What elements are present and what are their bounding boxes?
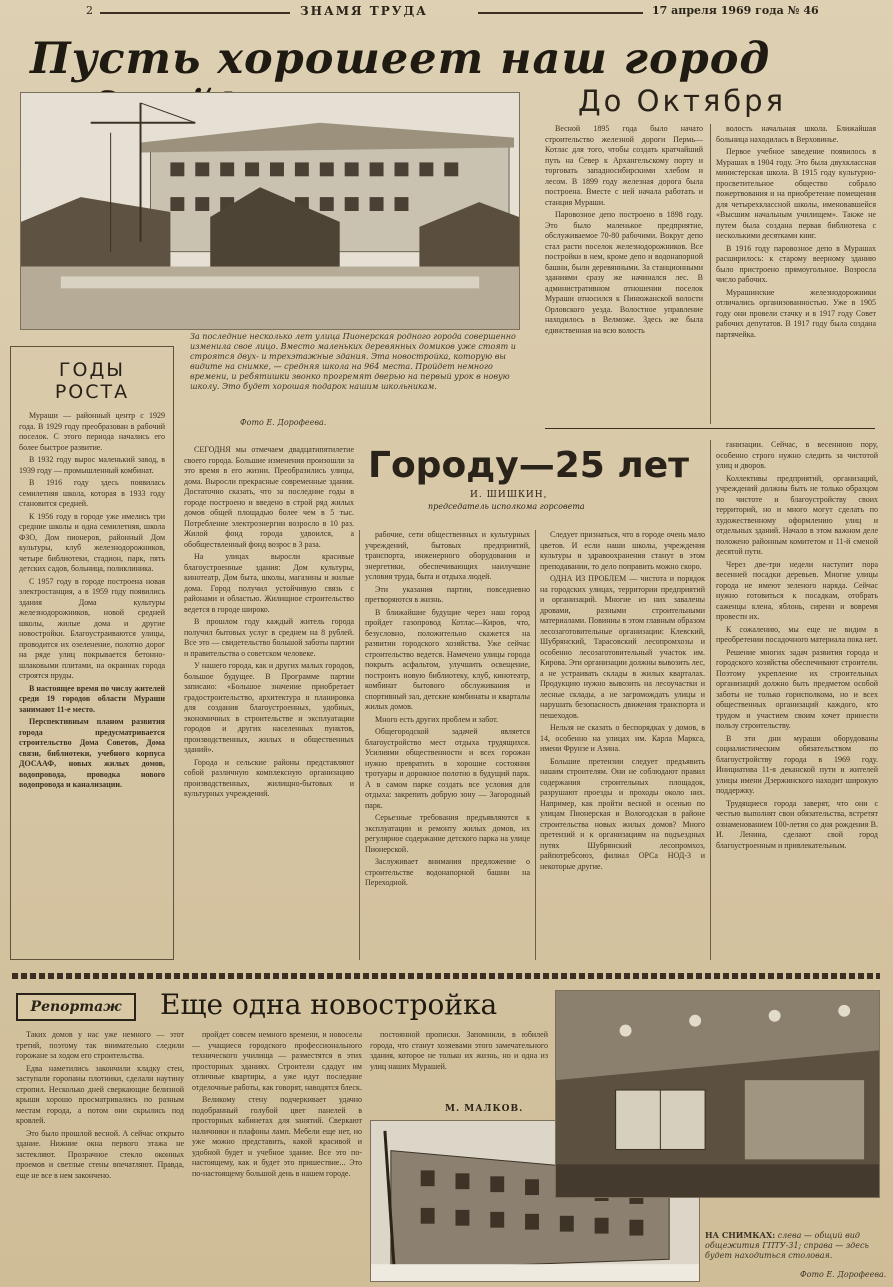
canteen-image [556, 991, 879, 1197]
october-col1-p2: Паровозное депо построено в 1898 году. Это было маленькое предприятие, обслуживаемое 70-80 рабочими. Вокруг депо стал расти поселок железнодорожников. Все постройки в нем, кроме депо и водонапорной башни, были деревянными. За станционными зданиями сразу же начинался лес. В административном отношении поселок Мураши относился к Пинюжанской волости Орловского уезда. Волостное управление находилось в Велможе. Здесь же была единственная на всю волость [545, 210, 703, 335]
anniversary-author-title: председатель исполкома горсовета [428, 502, 585, 511]
anniv-col2-p2: Эти указания партии, повседневно претворяются в жизнь. [365, 584, 530, 604]
years-p3: В 1916 году здесь появилась семилетняя школа, которая в 1933 году становится средней. [19, 478, 165, 508]
anniv-col4-p1: ганизации. Сейчас, в весеннюю пору, особенно строго нужно следить за чистотой улиц и дворов. [716, 440, 878, 470]
anniv-col2-p4: Много есть других проблем и забот. [375, 714, 499, 724]
years-p5: С 1957 году в городе построена новая электростанция, а в 1959 году появились здания Дома культуры железнодорожников, новой средней школы, жилые дома и другие новостройки. Благоустраиваются улицы, проводится их озеленение, полотно дорог на ряде улиц покрывается бетонно-шлаковыми плитами, на окраинах города строятся пруды. [19, 576, 165, 680]
page-number: 2 [86, 4, 93, 17]
anniv-col4-p6: В эти дни мураши оборудованы социалистическим обязательством по благоустройству города в 1969 году. Инициатива 11-я деканской пути и жителей улицы имени Дзержинского находит широкую поддержку. [716, 733, 878, 795]
report-caption-label: НА СНИМКАХ: [705, 1230, 776, 1240]
years-p6: В настоящее время по числу жителей среди 19 городов области Мураши занимают 11-е место. [19, 683, 165, 714]
anniversary-column-4 [716, 440, 878, 960]
october-col2-p1: волость начальная школа. Ближайшая больница находилась в Верховинье. [716, 124, 876, 144]
october-section-title: До Октября [578, 84, 787, 118]
photo1-caption: За последние несколько лет улица Пионерская родного города совершенно изменила свое лицо. Вместо маленьких деревянных домиков уже стоят и строятся двух- и трехэтажные здания. Эта новостройка, которую вы видите на снимке, — средняя школа на 964 места. Пройдет немного времени, и ребятишки звонко прогремят дверью на первый урок в новую школу. Это будет хорошая подарок нашим школьникам. [190, 332, 516, 391]
anniv-col4-p7: Трудящиеся города заверят, что они с честью выполнят свои обязательства, встретят ознаменованием 100-летия со дня рождения В. И. Ленина, сделают свой город благоустроенным и привлекательным. [716, 798, 878, 850]
photo1-credit: Фото Е. Дорофеева. [240, 418, 327, 427]
years-p2: В 1932 году вырос маленький завод, в 1939 году — промышленный комбинат. [19, 455, 165, 475]
newspaper-name: ЗНАМЯ ТРУДА [300, 4, 428, 18]
anniv-col3-p4: Большие претензии следует предъявить нашим строителям. Они не соблюдают правил содержания строительных площадок, разрушают проезды и проходы около них. Например, как пройти весной и осенью по улицам Пионерская и Вологодская в районе строительства новых жилых домов? Много претензий и к организациям на подъездных путях Шубрянский лесопромхоз, райпотребсоюз, филиал ОРСа НОД-3 и некоторые другие. [540, 756, 705, 871]
years-p4: К 1956 году в городе уже имелись три средние школы и одна семилетняя, школа ФЗО, Дом пионеров, районный Дом культуры, клуб железнодорожников, четыре библиотеки, стадион, парк, пять детских садов, больница, поликлиника. [19, 511, 165, 573]
report-photo-credit: Фото Е. Дорофеева. [800, 1270, 887, 1279]
years-p1: Мураши — районный центр с 1929 года. В 1929 году преобразован в рабочий поселок. С этого периода начались его более быстрое развитие. [19, 411, 165, 452]
years-title-line2: РОСТА [54, 381, 130, 403]
report-col1-p2: Едва наметились закончили кладку стен, заступали горопаны плотники, сделали наутину стропил. Несколько дней сверкающие белизной крыши хорошо просматривались по разным местам города, а потом они скрылись под кровлей. [16, 1063, 184, 1125]
october-column-2 [716, 124, 876, 424]
anniv-col3-p1: Следует признаться, что в городе очень мало цветов. И если наши школы, учреждения культуры и здравоохранения станут в этом преподавании, то дело поправить можно скоро. [540, 530, 705, 571]
anniv-col1-p1: СЕГОДНЯ мы отмечаем двадцатипятилетие своего города. Большие изменения произошли за это время в его жизни. Преобразились улицы, дома. Выросли прекрасные современные здания. Достаточно сказать, что за последние годы в городе построено и введено в строй ряд жилых домов общей площадью более чем в 5 тыс. Потребление электроэнергии возросло в 10 раз. Жилой фонд города удвоился, а обобществленный фонд возрос в 3 раза. [184, 445, 354, 549]
anniv-col1-p5: Города и сельские районы представляют собой различную комплексную организацию производственных, жилищно-бытовых и культурных учреждений. [184, 757, 354, 798]
anniv-col4-p5: Решение многих задач развития города и городского хозяйства обеспечивают строители. Поэтому укрепление их строительных организаций должно быть предметом особой заботы не только горисполкома, но и всех общественных организаций каждого, кто трудом и участием своим хочет принести пользу строительству. [716, 647, 878, 730]
anniv-divider-2 [535, 530, 536, 960]
canteen-photo [555, 990, 880, 1198]
years-box [10, 346, 174, 960]
anniv-col1-p4: У нашего города, как и других малых городов, большое будущее. В Программе партии записано: «Большое значение приобретает градостроительство, архитектура и планировка для создания благоустроенных, удобных, экономичных в строительстве и эксплуатации городов и других населенных пунктов, производственных, жилых и общественных зданий». [184, 661, 354, 754]
years-p7: Перспективным планом развития города предусматривается строительство Дома Советов, Дома связи, библиотеки, учебного корпуса ДОСААФ, новых жилых домов, водопровода, проводка нового водопровода и канализации. [19, 717, 165, 789]
masthead-rule-right [478, 12, 643, 14]
anniv-col4-p4: К сожалению, мы еще не видим в преобретении посадочного материала пока нет. [716, 624, 878, 644]
anniversary-column-1 [184, 445, 354, 960]
anniv-col4-p2: Коллективы предприятий, организаций, учреждений должны быть не только образцом по чистоте и благоустройству своих территорий, но и много могут сделать по художественному оформлению улиц и отдельных зданий. Начало в этом важном деле положено районным комитетом и 11-й сменой десятой пути. [716, 473, 878, 556]
report-col1-p1: Таких домов у нас уже немного — этот третий, поэтому так внимательно следили горожане за ходом его строительства. [16, 1030, 184, 1060]
anniv-col2-p6: Серьезные требования предъявляются к эксплуатации и ремонту жилых домов, их регулярное содержание детского парка на улице Пионерской. [365, 813, 530, 854]
main-headline: Пусть хорошеет наш город [30, 34, 771, 84]
report-column-1 [16, 1030, 184, 1280]
anniv-divider-1 [359, 530, 360, 960]
school-construction-photo [20, 92, 520, 330]
report-signature: М. МАЛКОВ. [445, 1104, 524, 1114]
report-caption-text: слева — общий вид общежития ГПТУ-31; справа — здесь будет находиться столовая. [705, 1231, 869, 1260]
anniv-col4-p3: Через две-три недели наступит пора весенней посадки деревьев. Многие улицы города не имеют зеленого наряда. Сейчас нужно готовиться к посадкам, отобрать саженцы клена, яблонь, сирени и вовремя провести их. [716, 559, 878, 621]
anniversary-author: И. ШИШКИН, [470, 490, 548, 500]
october-column-1 [545, 124, 703, 424]
anniversary-column-2 [365, 530, 530, 960]
anniversary-column-3 [540, 530, 705, 960]
anniv-col2-p3: В ближайшие будущие через наш город пройдет газопровод Котлас—Киров, что, безусловно, положительно скажется на развитии городского хозяйства. Уже сейчас строительство ведется. Намечено улицы города покрыть асфальтом, улучшить освещение, построить новую библиотеку, клуб, кинотеатр, комбинат бытового обслуживания и спортивный зал, детские комбинаты и кварталы жилых домов. [365, 607, 530, 711]
school-construction-image [21, 93, 519, 329]
anniv-col1-p3: В прошлом году каждый житель города получил бытовых услуг в среднем на 8 рублей. Все это — свидетельство большой заботы партии и правительства о советском человеке. [184, 617, 354, 658]
report-col3-p1: постоянной прописки. Запомнили, в юбилей города, что станут хозяевами этого замечательного здания, которое не только их жизнь, но и одна из улиц наших Мурашей. [370, 1030, 548, 1071]
october-col2-p4: Мурашинские железнодорожники отличались организованностью. Уже в 1905 году они провели стачку и в 1917 году Совет рабочих депутатов. В 1917 году была создана партячейка. [716, 287, 876, 339]
report-col2-p1: пройдет совсем немного времени, и новоселы — учащиеся городского профессионального технического училища — разместятся в этих просторных зданиях. Строители сдадут им отличные квартиры, а уже идут последние отделочные работы, как говорят, наводятся блеск. [192, 1030, 362, 1092]
october-col2-p2: Первое учебное заведение появилось в Мурашах в 1904 году. Это была двухклассная министерская школа. В 1915 году культурно-просветительное общество собрало пожертвования и на приобретение помещения для четырехклассной школы, именовавшейся «Высшим начальным училищем». Также не путем была создана первая библиотека с несколькими десятками книг. [716, 147, 876, 240]
anniv-col3-p2: ОДНА ИЗ ПРОБЛЕМ — чистота и порядок на городских улицах, территории предприятий и организаций. Многие из них завалены дровами, разными строительными материалами. Повинны в этом главным образом лесозаготовительные организации: Клевский, Шубрянский, Тарасовский лесопромхозы и особенно лесозаготовительный участок им. Кирова. Эти организации должны вывозить лес, а не устраивать склады в жилых кварталах. Продукцию нужно вывозить на лесоучастки и лесные склады, а не загромождать улицы и нарушать безопасность движения транспорта и пешеходов. [540, 574, 705, 720]
anniversary-title: Городу—25 лет [368, 445, 689, 486]
anniv-col1-p2: На улицах выросли красивые благоустроенные здания: Дом культуры, кинотеатр, Дом быта, школы, магазины и жилые дома. Город получил устойчивую связь с районами и областью. Жилищное строительство ведется в городе широко. [184, 552, 354, 614]
report-col1-p3: Это было прошлой весной. А сейчас открыто здание. Нижние окна первого этажа не застекляют. Прозрачное стекло оконных проемов и светлые стены впечатляют. Правда, еще не все в нем закончено. [16, 1128, 184, 1180]
anniv-col2-p7: Заслуживает внимания предложение о строительстве водонапорной башни на Переходной. [365, 857, 530, 887]
report-col2-p2: Великому стену подчеркивает удачно подобранный голубой цвет панелей в просторных кабинетах для занятий. Сверкают наличники и плафоны ламп. Мебели еще нет, но уже можно представить, какой красивой и удобной будет и учебное здание. Все это по-настоящему, как и будет это пришествие... Это по-настоящему большой день в нашем городе. [192, 1095, 362, 1178]
anniv-col3-p3: Нельзя не сказать о беспорядках у домов, в 14, особенно на улицах им. Карла Маркса, имени Фрунзе и Азина. [540, 723, 705, 753]
report-column-2 [192, 1030, 362, 1280]
report-title: Еще одна новостройка [160, 988, 498, 1021]
anniv-col2-p1: рабочие, сети общественных и культурных учреждений, бытовых предприятий, транспорта, инженерного оборудования и энергетики, обеспечивающих наилучшие условия труда, быта и отдыха людей. [365, 530, 530, 581]
october-col2-p3: В 1916 году паровозное депо в Мурашах расширилось: к старому веерному зданию было пристроено прямоугольное. Возросла число рабочих. [716, 243, 876, 284]
report-photo-caption [705, 1230, 880, 1261]
years-text [19, 411, 165, 951]
masthead-rule-left [100, 12, 290, 14]
october-divider [710, 124, 711, 424]
october-col1-p1: Весной 1895 года было начато строительство железной дороги Пермь—Котлас для того, чтобы создать кратчайший путь на Север к Архангельскому порту и торговать западносибирскими хлебом и лесом. В 1899 году железная дорога была построена. Вместе с ней начала работать и станция Мураши. [545, 124, 703, 207]
section-separator [12, 973, 880, 979]
report-column-3 [370, 1030, 548, 1104]
years-title-line1: ГОДЫ [58, 359, 126, 381]
issue-date: 17 апреля 1969 года № 46 [652, 4, 819, 17]
report-tag: Репортаж [16, 993, 136, 1021]
october-bottom-rule [545, 428, 875, 429]
anniv-divider-3 [710, 440, 711, 960]
anniv-col2-p5: Общегородской задачей является благоустройство мест отдыха трудящихся. Усилиями общественности и всех горожан нужно превратить в хорошие состояния тротуары и дорожное полотно в будущий парк. А в самом парке создать все условия для отдыха: закрепить добрую зону — Загородный парк. [365, 727, 530, 810]
